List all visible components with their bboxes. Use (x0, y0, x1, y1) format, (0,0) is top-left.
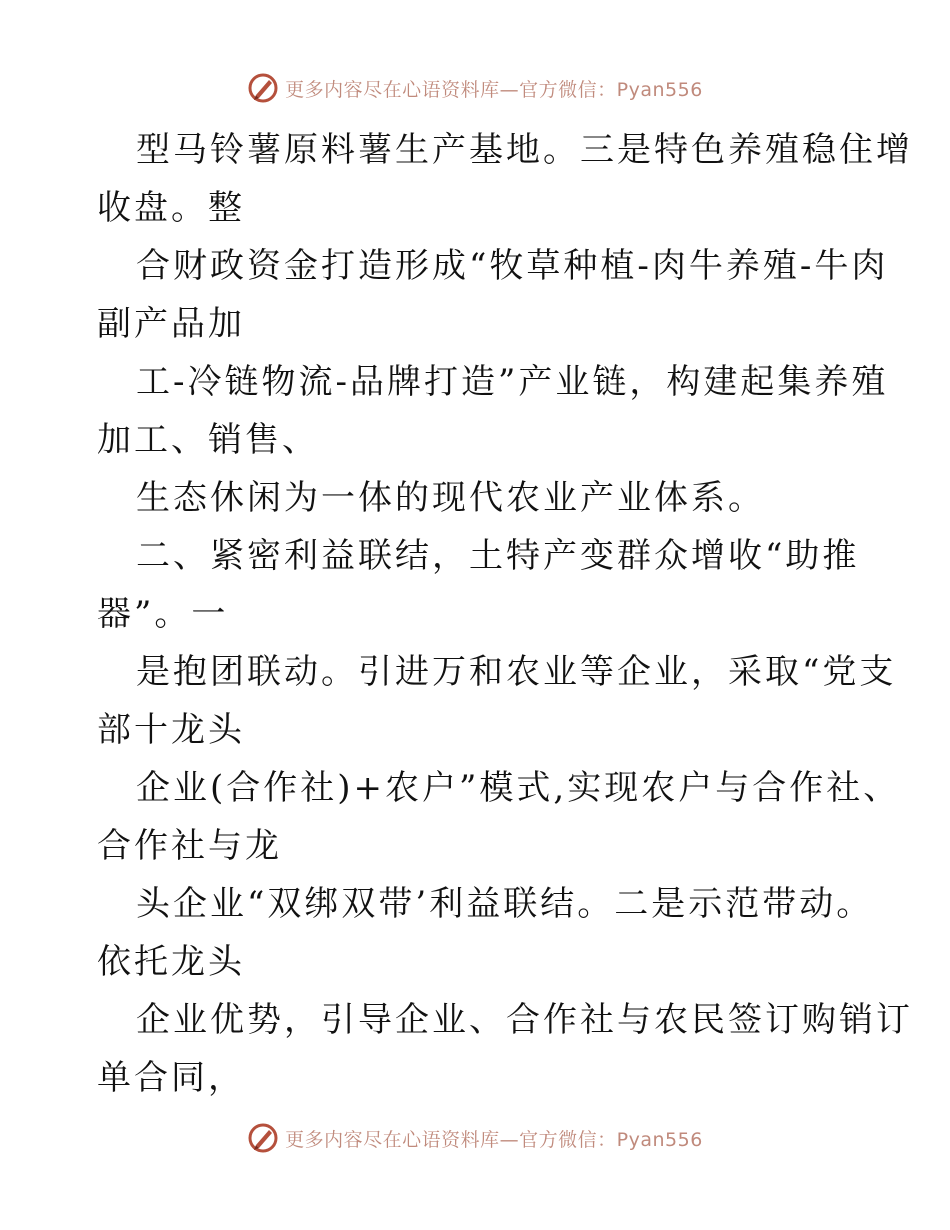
text-line: 型马铃薯原料薯生产基地。三是特色养殖稳住增 (136, 130, 913, 170)
watermark-text: 更多内容尽在心语资料库—官方微信：Pyan556 (285, 1128, 703, 1151)
text-line: 是抱团联动。引进万和农业等企业，采取“党支 (136, 652, 897, 692)
text-line: 收盘。整 (97, 188, 245, 228)
text-line: 企业(合作社)+农户”模式,实现农户与合作社、 (136, 768, 901, 808)
header-watermark (0, 72, 950, 104)
text-line: 头企业“双绑双带’利益联结。二是示范带动。 (136, 884, 874, 924)
text-line: 合财政资金打造形成“牧草种植-肉牛养殖-牛肉 (136, 246, 889, 286)
pen-logo-icon (247, 1122, 279, 1154)
text-line: 合作社与龙 (97, 826, 282, 866)
watermark-text: 更多内容尽在心语资料库—官方微信：Pyan556 (285, 78, 703, 101)
text-line: 器”。一 (97, 594, 229, 634)
pen-logo-icon (247, 72, 279, 104)
text-line: 工-冷链物流-品牌打造”产业链，构建起集养殖 (136, 362, 889, 402)
text-line: 二、紧密利益联结，土特产变群众增收“助推 (136, 536, 860, 576)
text-line: 生态休闲为一体的现代农业产业体系。 (136, 478, 765, 518)
text-line: 副产品加 (97, 304, 245, 344)
footer-watermark (0, 1122, 950, 1154)
text-line: 依托龙头 (97, 942, 245, 982)
text-line: 单合同， (97, 1058, 245, 1098)
text-line: 企业优势，引导企业、合作社与农民签订购销订 (136, 1000, 913, 1040)
text-line: 部十龙头 (97, 710, 245, 750)
text-line: 加工、销售、 (97, 420, 319, 460)
